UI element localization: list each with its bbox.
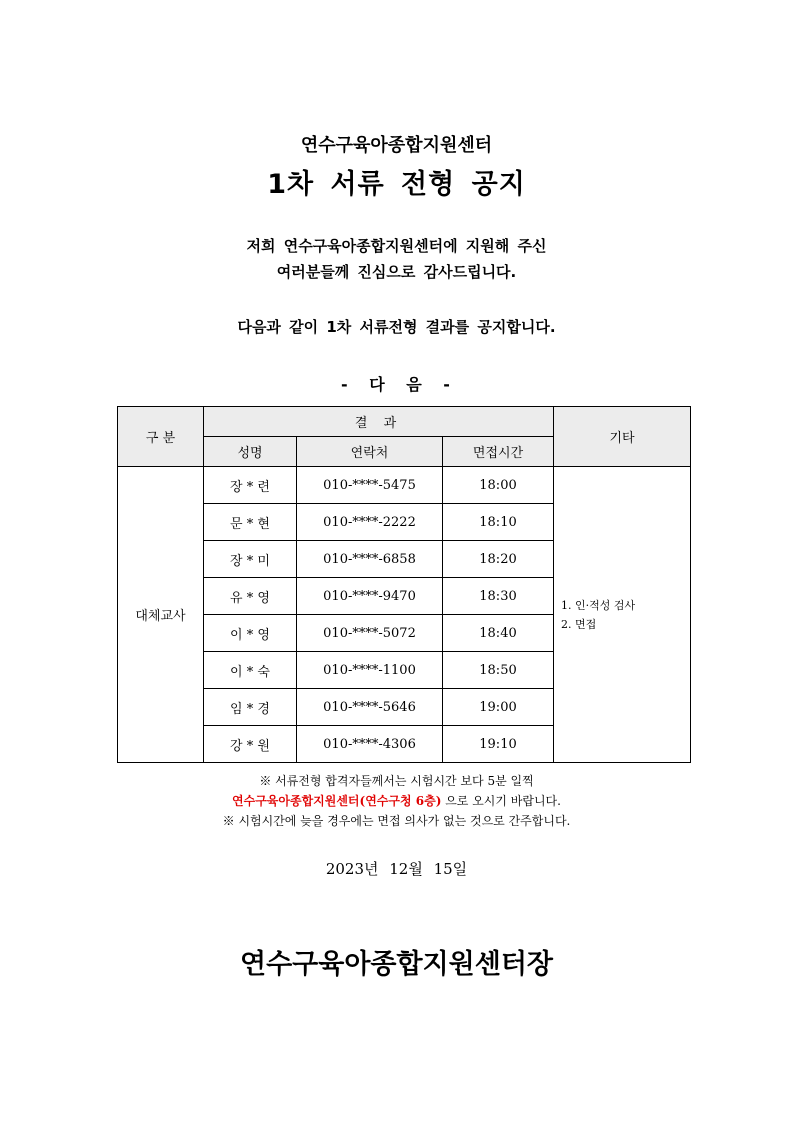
category-cell: 대체교사 bbox=[118, 467, 204, 763]
next-marker: - 다 음 - bbox=[341, 375, 452, 394]
applicant-contact: 010-****-2222 bbox=[297, 504, 443, 541]
note-line-2 bbox=[0, 791, 793, 811]
etc-item-1: 1. 인·적성 검사 bbox=[561, 598, 636, 612]
header-category: 구 분 bbox=[118, 407, 204, 467]
etc-cell bbox=[554, 467, 691, 763]
interview-time: 18:20 bbox=[443, 541, 554, 578]
notice-title: 1차 서류 전형 공지 bbox=[267, 169, 526, 200]
thanks-line-1: 저희 연수구육아종합지원센터에 지원해 주신 bbox=[246, 237, 547, 255]
interview-time: 18:00 bbox=[443, 467, 554, 504]
applicant-contact: 010-****-4306 bbox=[297, 726, 443, 763]
etc-item-2: 2. 면접 bbox=[561, 617, 597, 631]
announcement-text: 다음과 같이 1차 서류전형 결과를 공지합니다. bbox=[237, 318, 556, 336]
applicant-name: 장 * 련 bbox=[204, 467, 297, 504]
applicant-name: 유 * 영 bbox=[204, 578, 297, 615]
applicant-name: 강 * 원 bbox=[204, 726, 297, 763]
table-row bbox=[118, 467, 691, 504]
applicant-name: 문 * 현 bbox=[204, 504, 297, 541]
interview-time: 18:30 bbox=[443, 578, 554, 615]
applicant-contact: 010-****-9470 bbox=[297, 578, 443, 615]
interview-time: 18:10 bbox=[443, 504, 554, 541]
location-rest: 으로 오시기 바랍니다. bbox=[441, 794, 561, 808]
interview-time: 18:40 bbox=[443, 615, 554, 652]
thanks-message bbox=[0, 233, 793, 285]
applicant-name: 이 * 숙 bbox=[204, 652, 297, 689]
applicant-name: 임 * 경 bbox=[204, 689, 297, 726]
header-contact: 연락처 bbox=[297, 437, 443, 467]
organization-name: 연수구육아종합지원센터 bbox=[300, 135, 493, 156]
applicant-contact: 010-****-1100 bbox=[297, 652, 443, 689]
signer-name: 연수구육아종합지원센터장 bbox=[240, 949, 553, 980]
thanks-line-2: 여러분들께 진심으로 감사드립니다. bbox=[276, 263, 517, 281]
applicant-contact: 010-****-5072 bbox=[297, 615, 443, 652]
applicant-name: 이 * 영 bbox=[204, 615, 297, 652]
note-line-1: ※ 서류전형 합격자들께서는 시험시간 보다 5분 일찍 bbox=[259, 774, 534, 788]
applicant-name: 장 * 미 bbox=[204, 541, 297, 578]
results-table bbox=[117, 406, 691, 763]
header-time: 면접시간 bbox=[443, 437, 554, 467]
applicant-contact: 010-****-6858 bbox=[297, 541, 443, 578]
interview-time: 19:00 bbox=[443, 689, 554, 726]
notice-date: 2023년 12월 15일 bbox=[325, 860, 468, 878]
note-line-3: ※ 시험시간에 늦을 경우에는 면접 의사가 없는 것으로 간주합니다. bbox=[222, 814, 571, 828]
notes-block bbox=[0, 771, 793, 831]
interview-time: 18:50 bbox=[443, 652, 554, 689]
applicant-contact: 010-****-5475 bbox=[297, 467, 443, 504]
applicant-contact: 010-****-5646 bbox=[297, 689, 443, 726]
header-name: 성명 bbox=[204, 437, 297, 467]
header-etc: 기타 bbox=[554, 407, 691, 467]
location-highlight: 연수구육아종합지원센터(연수구청 6층) bbox=[232, 794, 442, 808]
interview-time: 19:10 bbox=[443, 726, 554, 763]
header-result: 결 과 bbox=[204, 407, 554, 437]
